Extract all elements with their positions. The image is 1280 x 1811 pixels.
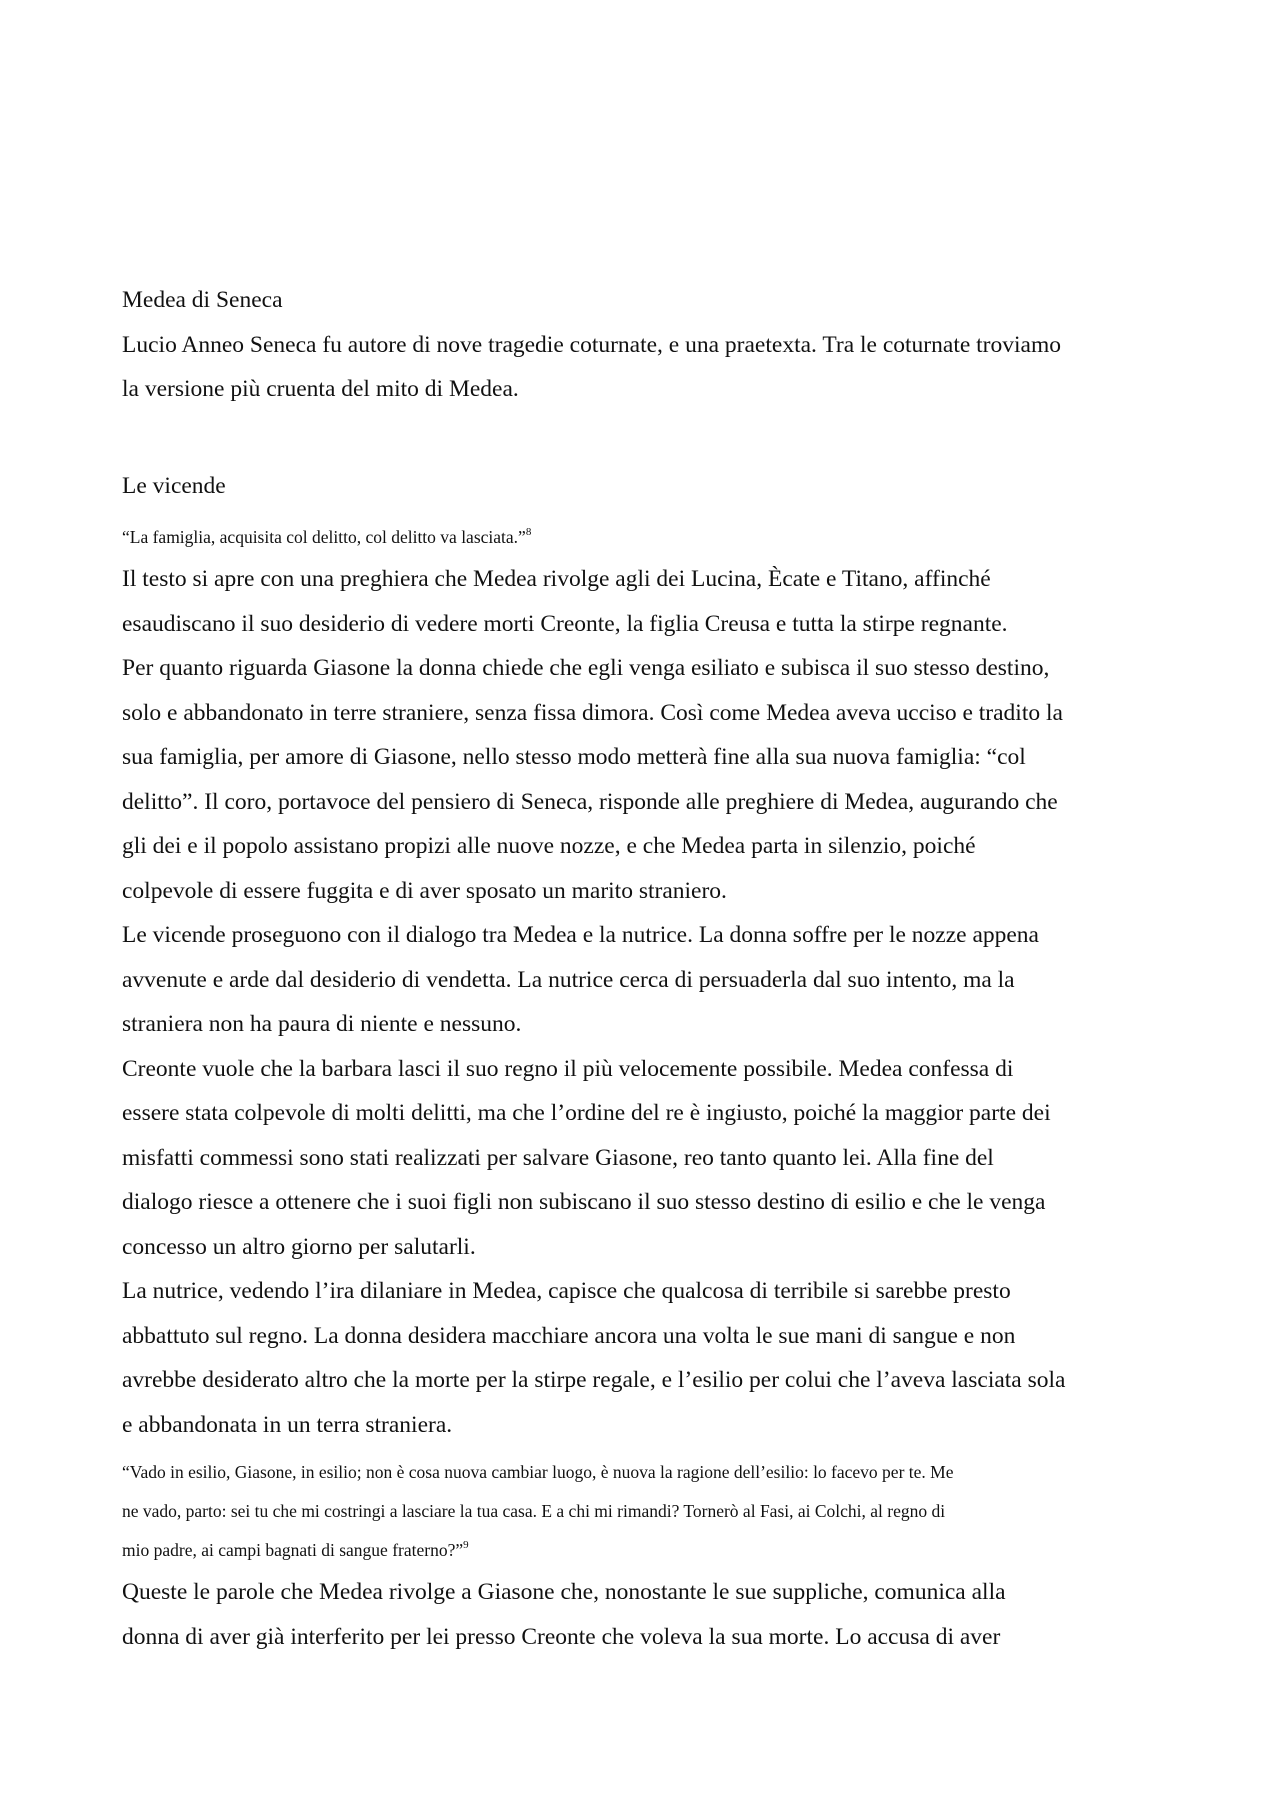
paragraph-line: sua famiglia, per amore di Giasone, nello stesso modo metterà fine alla sua nuova famiglia: “col	[122, 744, 1026, 770]
section-heading: Le vicende	[122, 472, 226, 499]
paragraph-line: abbattuto sul regno. La donna desidera macchiare ancora una volta le sue mani di sangue e non	[122, 1322, 1016, 1349]
epigraph-quote	[122, 518, 1172, 557]
paragraph-body	[122, 557, 1172, 1447]
paragraph-line: concesso un altro giorno per salutarli.	[122, 1233, 476, 1260]
block-quote-line: ne vado, parto: sei tu che mi costringi a lasciare la tua casa. E a chi mi rimandi? Tornerò al Fasi, ai Colchi, al regno di	[122, 1501, 946, 1521]
paragraph-line: delitto”. Il coro, portavoce del pensiero di Seneca, risponde alle preghiere di Medea, augurando che	[122, 788, 1058, 815]
footnote-marker: 8	[525, 526, 532, 538]
epigraph-text: “La famiglia, acquisita col delitto, col delitto va lasciata.”	[122, 527, 526, 547]
paragraph-line: donna di aver già interferito per lei presso Creonte che voleva la sua morte. Lo accusa di aver	[122, 1623, 1001, 1650]
block-quote	[122, 1453, 1172, 1570]
intro-line: la versione più cruenta del mito di Medea.	[122, 376, 519, 402]
paragraph-line: e abbandonata in un terra straniera.	[122, 1411, 453, 1438]
document-page	[122, 278, 1172, 1659]
paragraph-line: Le vicende proseguono con il dialogo tra Medea e la nutrice. La donna soffre per le nozze appena	[122, 922, 1039, 948]
paragraph-line: avvenute e arde dal desiderio di vendetta. La nutrice cerca di persuaderla dal suo intento, ma la	[122, 966, 1015, 993]
document-title: Medea di Seneca	[122, 287, 283, 313]
paragraph-line: straniera non ha paura di niente e nessuno.	[122, 1011, 522, 1037]
paragraph-line: esaudiscano il suo desiderio di vedere morti Creonte, la figlia Creusa e tutta la stirpe regnante.	[122, 610, 1008, 637]
intro-line: Lucio Anneo Seneca fu autore di nove tragedie coturnate, e una praetexta. Tra le coturnate troviamo	[122, 331, 1061, 358]
block-quote-text: mio padre, ai campi bagnati di sangue fraterno?”	[122, 1540, 464, 1560]
paragraph-line: La nutrice, vedendo l’ira dilaniare in Medea, capisce che qualcosa di terribile si sarebbe presto	[122, 1278, 1011, 1304]
paragraph-line: Per quanto riguarda Giasone la donna chiede che egli venga esiliato e subisca il suo stesso destino,	[122, 655, 1050, 681]
block-quote-line	[122, 1531, 1172, 1570]
footnote-marker: 9	[463, 1539, 469, 1551]
paragraph-line: misfatti commessi sono stati realizzati per salvare Giasone, reo tanto quanto lei. Alla fine del	[122, 1144, 994, 1171]
paragraph-line: Queste le parole che Medea rivolge a Giasone che, nonostante le sue suppliche, comunica alla	[122, 1579, 1006, 1605]
paragraph-line: dialogo riesce a ottenere che i suoi figli non subiscano il suo stesso destino di esilio e che le venga	[122, 1189, 1046, 1215]
paragraph-line: gli dei e il popolo assistano propizi alle nuove nozze, e che Medea parta in silenzio, poiché	[122, 833, 976, 859]
paragraph-line: essere stata colpevole di molti delitti, ma che l’ordine del re è ingiusto, poiché la maggior parte dei	[122, 1100, 1051, 1126]
paragraph-line: Creonte vuole che la barbara lasci il suo regno il più velocemente possibile. Medea confessa di	[122, 1055, 1014, 1082]
spacer	[122, 412, 1172, 464]
paragraph-line: Il testo si apre con una preghiera che Medea rivolge agli dei Lucina, Ècate e Titano, affinché	[122, 566, 991, 592]
paragraph-line: avrebbe desiderato altro che la morte per la stirpe regale, e l’esilio per colui che l’aveva lasciata sola	[122, 1367, 1066, 1393]
paragraph-line: solo e abbandonato in terre straniere, senza fissa dimora. Così come Medea aveva ucciso e tradito la	[122, 699, 1063, 726]
paragraph-line: colpevole di essere fuggita e di aver sposato un marito straniero.	[122, 877, 727, 904]
paragraph-body	[122, 1570, 1172, 1659]
block-quote-line: “Vado in esilio, Giasone, in esilio; non è cosa nuova cambiar luogo, è nuova la ragione dell’esilio: lo facevo per te. Me	[122, 1462, 954, 1482]
